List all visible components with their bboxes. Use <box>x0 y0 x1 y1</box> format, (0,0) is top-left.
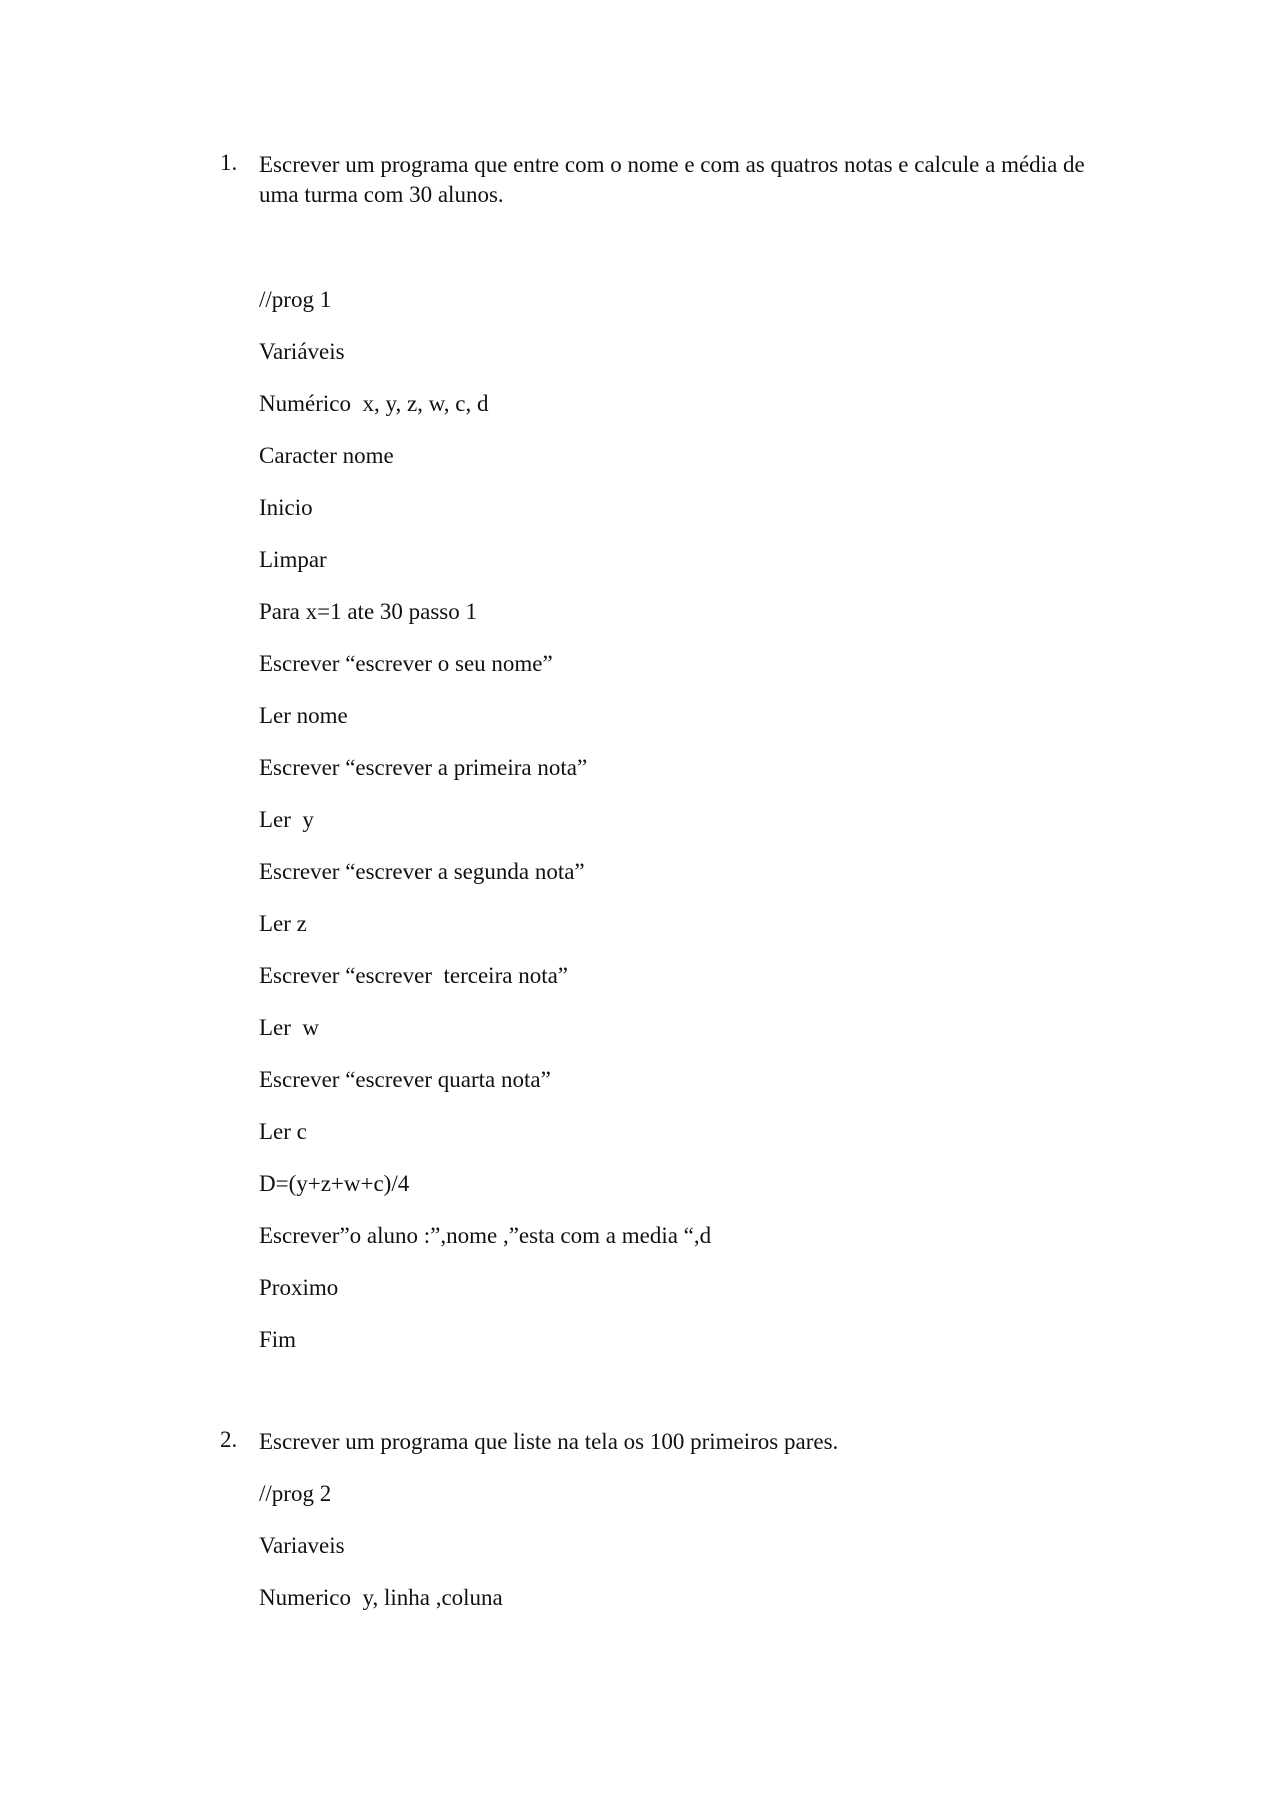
code-line: Escrever”o aluno :”,nome ,”esta com a media “,d <box>259 1223 712 1248</box>
code-line: Escrever “escrever terceira nota” <box>259 963 568 988</box>
code-line: Escrever “escrever quarta nota” <box>259 1067 551 1092</box>
code-line: Ler c <box>259 1119 307 1144</box>
code-line: Limpar <box>259 547 327 572</box>
code-line: Ler w <box>259 1015 320 1040</box>
code-line: D=(y+z+w+c)/4 <box>259 1171 410 1196</box>
code-line: Inicio <box>259 495 313 520</box>
code-line: Ler y <box>259 807 314 832</box>
question-text: Escrever um programa que entre com o nome e com as quatros notas e calcule a média de uma turma com 30 alunos. <box>259 152 1085 207</box>
code-line: Caracter nome <box>259 443 394 468</box>
code-line: //prog 1 <box>259 287 332 312</box>
code-line: Escrever “escrever o seu nome” <box>259 651 553 676</box>
code-line: Escrever “escrever a segunda nota” <box>259 859 585 884</box>
code-line: Para x=1 ate 30 passo 1 <box>259 599 478 624</box>
code-block-1 <box>259 285 711 1377</box>
code-line: Escrever “escrever a primeira nota” <box>259 755 588 780</box>
question-number: 1. <box>220 150 238 175</box>
code-block-2 <box>259 1479 503 1635</box>
code-line: //prog 2 <box>259 1481 332 1506</box>
code-line: Proximo <box>259 1275 339 1300</box>
code-line: Ler nome <box>259 703 348 728</box>
code-line: Numerico y, linha ,coluna <box>259 1585 503 1610</box>
code-line: Fim <box>259 1327 297 1352</box>
code-line: Variáveis <box>259 339 345 364</box>
code-line: Numérico x, y, z, w, c, d <box>259 391 489 416</box>
question-text: Escrever um programa que liste na tela os 100 primeiros pares. <box>259 1429 839 1454</box>
question-number: 2. <box>220 1427 238 1452</box>
code-line: Ler z <box>259 911 307 936</box>
code-line: Variaveis <box>259 1533 345 1558</box>
